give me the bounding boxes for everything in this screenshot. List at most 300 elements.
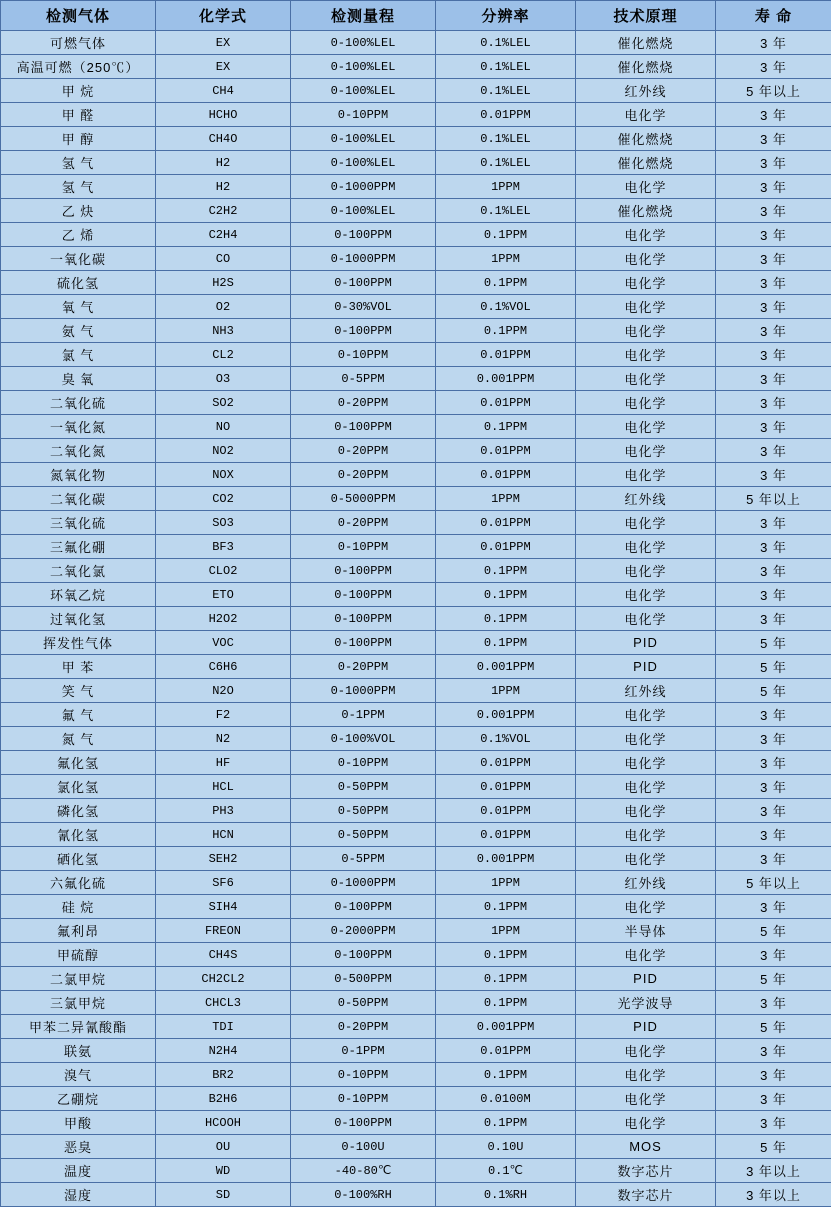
cell-formula: C6H6 [156,655,291,679]
cell-range: 0-100PPM [291,1111,436,1135]
cell-principle: 电化学 [576,535,716,559]
cell-resolution: 0.1%LEL [436,31,576,55]
cell-range: 0-20PPM [291,1015,436,1039]
cell-principle: 红外线 [576,79,716,103]
cell-principle: 电化学 [576,799,716,823]
cell-range: 0-20PPM [291,439,436,463]
cell-range: 0-1000PPM [291,871,436,895]
cell-name: 氧 气 [1,295,156,319]
table-row [1,775,831,799]
cell-principle: 电化学 [576,439,716,463]
cell-life: 3 年 [716,439,831,463]
cell-name: 氟利昂 [1,919,156,943]
cell-name: 氯化氢 [1,775,156,799]
table-row [1,511,831,535]
cell-name: 可燃气体 [1,31,156,55]
cell-principle: 电化学 [576,727,716,751]
cell-name: 三氯甲烷 [1,991,156,1015]
cell-range: 0-100%LEL [291,127,436,151]
table-row [1,847,831,871]
cell-life: 3 年 [716,103,831,127]
cell-life: 5 年 [716,1135,831,1159]
cell-resolution: 1PPM [436,871,576,895]
cell-name: 硫化氢 [1,271,156,295]
cell-life: 3 年 [716,55,831,79]
cell-principle: 数字芯片 [576,1183,716,1207]
cell-resolution: 0.01PPM [436,775,576,799]
cell-formula: H2 [156,151,291,175]
cell-resolution: 1PPM [436,679,576,703]
cell-life: 5 年以上 [716,871,831,895]
table-row [1,943,831,967]
cell-name: 甲 烷 [1,79,156,103]
table-row [1,415,831,439]
cell-life: 5 年 [716,967,831,991]
table-row [1,127,831,151]
cell-resolution: 0.1PPM [436,271,576,295]
cell-principle: 电化学 [576,463,716,487]
cell-life: 5 年 [716,631,831,655]
cell-range: 0-10PPM [291,1087,436,1111]
cell-range: 0-100PPM [291,631,436,655]
cell-range: 0-5PPM [291,367,436,391]
cell-life: 3 年 [716,775,831,799]
cell-resolution: 0.001PPM [436,847,576,871]
cell-formula: HF [156,751,291,775]
cell-name: 乙 炔 [1,199,156,223]
cell-formula: N2 [156,727,291,751]
cell-range: 0-100PPM [291,607,436,631]
cell-formula: PH3 [156,799,291,823]
cell-principle: 红外线 [576,487,716,511]
table-row [1,631,831,655]
cell-resolution: 0.01PPM [436,439,576,463]
cell-principle: PID [576,967,716,991]
table-row [1,679,831,703]
cell-range: 0-100PPM [291,223,436,247]
cell-name: 三氟化硼 [1,535,156,559]
column-header-resolution: 分辨率 [436,1,576,31]
cell-life: 3 年 [716,415,831,439]
cell-resolution: 0.10U [436,1135,576,1159]
table-row [1,31,831,55]
cell-life: 5 年以上 [716,487,831,511]
table-row [1,967,831,991]
cell-formula: FREON [156,919,291,943]
cell-principle: 电化学 [576,103,716,127]
cell-resolution: 0.1PPM [436,583,576,607]
cell-name: 溴气 [1,1063,156,1087]
cell-life: 3 年 [716,175,831,199]
table-row [1,55,831,79]
cell-principle: 红外线 [576,871,716,895]
cell-principle: 电化学 [576,415,716,439]
cell-range: 0-100PPM [291,415,436,439]
cell-range: 0-500PPM [291,967,436,991]
cell-resolution: 0.1%RH [436,1183,576,1207]
cell-resolution: 0.1℃ [436,1159,576,1183]
cell-name: 甲酸 [1,1111,156,1135]
table-row [1,535,831,559]
cell-name: 甲硫醇 [1,943,156,967]
cell-formula: CO2 [156,487,291,511]
cell-principle: 催化燃烧 [576,55,716,79]
cell-life: 3 年 [716,319,831,343]
cell-range: 0-10PPM [291,343,436,367]
cell-principle: 电化学 [576,319,716,343]
cell-formula: NO2 [156,439,291,463]
cell-formula: CH2CL2 [156,967,291,991]
cell-life: 3 年 [716,607,831,631]
cell-range: 0-100%LEL [291,199,436,223]
cell-resolution: 0.1PPM [436,607,576,631]
cell-principle: 电化学 [576,343,716,367]
cell-life: 3 年以上 [716,1159,831,1183]
cell-name: 一氧化碳 [1,247,156,271]
table-header [1,1,831,31]
cell-principle: MOS [576,1135,716,1159]
table-row [1,247,831,271]
table-row [1,991,831,1015]
cell-principle: 电化学 [576,823,716,847]
cell-resolution: 0.1PPM [436,967,576,991]
cell-life: 3 年 [716,895,831,919]
cell-resolution: 0.1PPM [436,1063,576,1087]
table-row [1,1159,831,1183]
cell-formula: CO [156,247,291,271]
table-row [1,223,831,247]
cell-formula: H2O2 [156,607,291,631]
table-row [1,607,831,631]
cell-principle: 数字芯片 [576,1159,716,1183]
cell-resolution: 0.01PPM [436,463,576,487]
cell-life: 3 年 [716,511,831,535]
cell-formula: N2H4 [156,1039,291,1063]
cell-life: 3 年 [716,271,831,295]
cell-resolution: 0.1%VOL [436,295,576,319]
cell-principle: 电化学 [576,559,716,583]
column-header-formula: 化学式 [156,1,291,31]
table-row [1,151,831,175]
cell-range: 0-100U [291,1135,436,1159]
cell-range: 0-1000PPM [291,679,436,703]
cell-resolution: 0.01PPM [436,823,576,847]
cell-principle: 光学波导 [576,991,716,1015]
cell-formula: OU [156,1135,291,1159]
cell-life: 3 年 [716,1111,831,1135]
cell-name: 过氧化氢 [1,607,156,631]
cell-resolution: 0.0100M [436,1087,576,1111]
cell-name: 氮 气 [1,727,156,751]
cell-principle: 电化学 [576,511,716,535]
cell-life: 3 年 [716,199,831,223]
cell-name: 氨 气 [1,319,156,343]
table-row [1,703,831,727]
cell-name: 挥发性气体 [1,631,156,655]
cell-name: 氢 气 [1,175,156,199]
cell-range: 0-5PPM [291,847,436,871]
cell-resolution: 1PPM [436,919,576,943]
cell-resolution: 0.1PPM [436,631,576,655]
cell-name: 高温可燃（250℃） [1,55,156,79]
cell-range: 0-20PPM [291,655,436,679]
cell-life: 3 年 [716,127,831,151]
cell-principle: 电化学 [576,751,716,775]
cell-resolution: 0.1PPM [436,991,576,1015]
cell-resolution: 0.01PPM [436,511,576,535]
cell-life: 3 年 [716,223,831,247]
cell-principle: 电化学 [576,1039,716,1063]
cell-range: 0-50PPM [291,799,436,823]
table-row [1,367,831,391]
cell-life: 3 年 [716,1063,831,1087]
table-row [1,319,831,343]
cell-principle: PID [576,655,716,679]
cell-range: 0-100%VOL [291,727,436,751]
cell-range: 0-100%LEL [291,79,436,103]
cell-principle: 催化燃烧 [576,127,716,151]
table-row [1,1039,831,1063]
table-row [1,295,831,319]
cell-formula: HCN [156,823,291,847]
cell-resolution: 0.01PPM [436,343,576,367]
cell-life: 3 年 [716,247,831,271]
cell-resolution: 1PPM [436,487,576,511]
cell-principle: 催化燃烧 [576,199,716,223]
cell-range: 0-100%LEL [291,151,436,175]
cell-range: 0-100PPM [291,319,436,343]
cell-formula: C2H2 [156,199,291,223]
cell-principle: 电化学 [576,847,716,871]
cell-formula: TDI [156,1015,291,1039]
cell-range: 0-100%RH [291,1183,436,1207]
cell-name: 甲苯二异氰酸酯 [1,1015,156,1039]
cell-name: 恶臭 [1,1135,156,1159]
cell-name: 联氨 [1,1039,156,1063]
cell-range: 0-100%LEL [291,31,436,55]
table-row [1,823,831,847]
table-row [1,463,831,487]
cell-range: 0-50PPM [291,991,436,1015]
table-row [1,343,831,367]
cell-name: 一氧化氮 [1,415,156,439]
cell-name: 二氯甲烷 [1,967,156,991]
cell-formula: B2H6 [156,1087,291,1111]
cell-principle: 电化学 [576,175,716,199]
cell-formula: EX [156,55,291,79]
cell-principle: 电化学 [576,775,716,799]
cell-name: 甲 醇 [1,127,156,151]
cell-formula: O3 [156,367,291,391]
cell-formula: HCHO [156,103,291,127]
cell-resolution: 0.1%VOL [436,727,576,751]
cell-principle: 电化学 [576,1087,716,1111]
cell-life: 5 年以上 [716,79,831,103]
column-header-principle: 技术原理 [576,1,716,31]
cell-range: 0-30%VOL [291,295,436,319]
cell-resolution: 0.1PPM [436,1111,576,1135]
cell-principle: 电化学 [576,295,716,319]
cell-principle: 催化燃烧 [576,151,716,175]
table-row [1,751,831,775]
cell-life: 3 年 [716,991,831,1015]
cell-formula: H2 [156,175,291,199]
cell-life: 3 年 [716,343,831,367]
cell-range: 0-2000PPM [291,919,436,943]
cell-life: 3 年 [716,847,831,871]
cell-life: 3 年 [716,391,831,415]
cell-principle: 半导体 [576,919,716,943]
cell-range: 0-20PPM [291,463,436,487]
cell-life: 3 年 [716,367,831,391]
cell-range: 0-100PPM [291,559,436,583]
cell-formula: CL2 [156,343,291,367]
cell-formula: WD [156,1159,291,1183]
cell-principle: 电化学 [576,895,716,919]
cell-resolution: 0.1%LEL [436,127,576,151]
cell-name: 硒化氢 [1,847,156,871]
cell-formula: BR2 [156,1063,291,1087]
cell-formula: SF6 [156,871,291,895]
cell-name: 二氧化碳 [1,487,156,511]
cell-range: 0-20PPM [291,391,436,415]
cell-resolution: 0.01PPM [436,1039,576,1063]
table-row [1,103,831,127]
cell-life: 3 年 [716,799,831,823]
cell-life: 3 年 [716,823,831,847]
cell-resolution: 0.01PPM [436,391,576,415]
cell-range: 0-1PPM [291,703,436,727]
cell-life: 3 年 [716,295,831,319]
cell-name: 二氧化硫 [1,391,156,415]
cell-formula: CH4O [156,127,291,151]
cell-name: 湿度 [1,1183,156,1207]
cell-formula: HCOOH [156,1111,291,1135]
table-row [1,727,831,751]
cell-resolution: 0.001PPM [436,655,576,679]
table-row [1,583,831,607]
cell-principle: 催化燃烧 [576,31,716,55]
cell-principle: 电化学 [576,583,716,607]
column-header-life: 寿 命 [716,1,831,31]
cell-life: 3 年 [716,943,831,967]
cell-formula: ETO [156,583,291,607]
cell-name: 磷化氢 [1,799,156,823]
cell-name: 甲 苯 [1,655,156,679]
cell-principle: 电化学 [576,223,716,247]
cell-formula: NO [156,415,291,439]
table-row [1,1087,831,1111]
table-row [1,391,831,415]
cell-life: 3 年 [716,463,831,487]
cell-name: 氰化氢 [1,823,156,847]
cell-principle: 电化学 [576,1063,716,1087]
cell-name: 温度 [1,1159,156,1183]
cell-formula: SD [156,1183,291,1207]
column-header-gas: 检测气体 [1,1,156,31]
cell-life: 3 年 [716,751,831,775]
cell-resolution: 0.1PPM [436,223,576,247]
cell-principle: 电化学 [576,1111,716,1135]
table-body [1,31,831,1207]
cell-life: 3 年 [716,151,831,175]
cell-range: -40-80℃ [291,1159,436,1183]
cell-life: 3 年 [716,583,831,607]
cell-resolution: 0.1%LEL [436,199,576,223]
cell-range: 0-100PPM [291,943,436,967]
table-row [1,1015,831,1039]
cell-resolution: 0.001PPM [436,703,576,727]
cell-life: 3 年以上 [716,1183,831,1207]
cell-principle: PID [576,1015,716,1039]
cell-principle: 电化学 [576,367,716,391]
cell-range: 0-1000PPM [291,247,436,271]
cell-resolution: 0.1%LEL [436,151,576,175]
cell-principle: 红外线 [576,679,716,703]
cell-life: 3 年 [716,31,831,55]
table-row [1,79,831,103]
cell-range: 0-1000PPM [291,175,436,199]
table-row [1,559,831,583]
cell-life: 3 年 [716,535,831,559]
cell-principle: 电化学 [576,703,716,727]
cell-formula: H2S [156,271,291,295]
cell-formula: NH3 [156,319,291,343]
cell-formula: CH4S [156,943,291,967]
cell-resolution: 0.1%LEL [436,79,576,103]
cell-principle: 电化学 [576,391,716,415]
table-row [1,655,831,679]
cell-name: 氟化氢 [1,751,156,775]
cell-range: 0-20PPM [291,511,436,535]
cell-range: 0-50PPM [291,823,436,847]
cell-name: 硅 烷 [1,895,156,919]
cell-resolution: 0.1PPM [436,943,576,967]
table-row [1,271,831,295]
cell-formula: SIH4 [156,895,291,919]
cell-range: 0-100%LEL [291,55,436,79]
cell-name: 氟 气 [1,703,156,727]
cell-resolution: 0.1PPM [436,415,576,439]
cell-life: 3 年 [716,1039,831,1063]
cell-resolution: 0.1%LEL [436,55,576,79]
cell-range: 0-100PPM [291,271,436,295]
cell-resolution: 1PPM [436,175,576,199]
cell-formula: HCL [156,775,291,799]
cell-formula: CHCL3 [156,991,291,1015]
cell-formula: VOC [156,631,291,655]
cell-formula: SO3 [156,511,291,535]
cell-name: 氮氧化物 [1,463,156,487]
cell-formula: SO2 [156,391,291,415]
cell-formula: N2O [156,679,291,703]
cell-formula: CLO2 [156,559,291,583]
cell-range: 0-5000PPM [291,487,436,511]
cell-resolution: 0.01PPM [436,751,576,775]
cell-formula: O2 [156,295,291,319]
cell-life: 3 年 [716,559,831,583]
cell-name: 三氧化硫 [1,511,156,535]
cell-name: 二氧化氮 [1,439,156,463]
table-row [1,1111,831,1135]
cell-life: 5 年 [716,919,831,943]
cell-formula: NOX [156,463,291,487]
cell-resolution: 0.1PPM [436,559,576,583]
cell-life: 5 年 [716,1015,831,1039]
cell-name: 乙 烯 [1,223,156,247]
cell-formula: SEH2 [156,847,291,871]
table-row [1,895,831,919]
